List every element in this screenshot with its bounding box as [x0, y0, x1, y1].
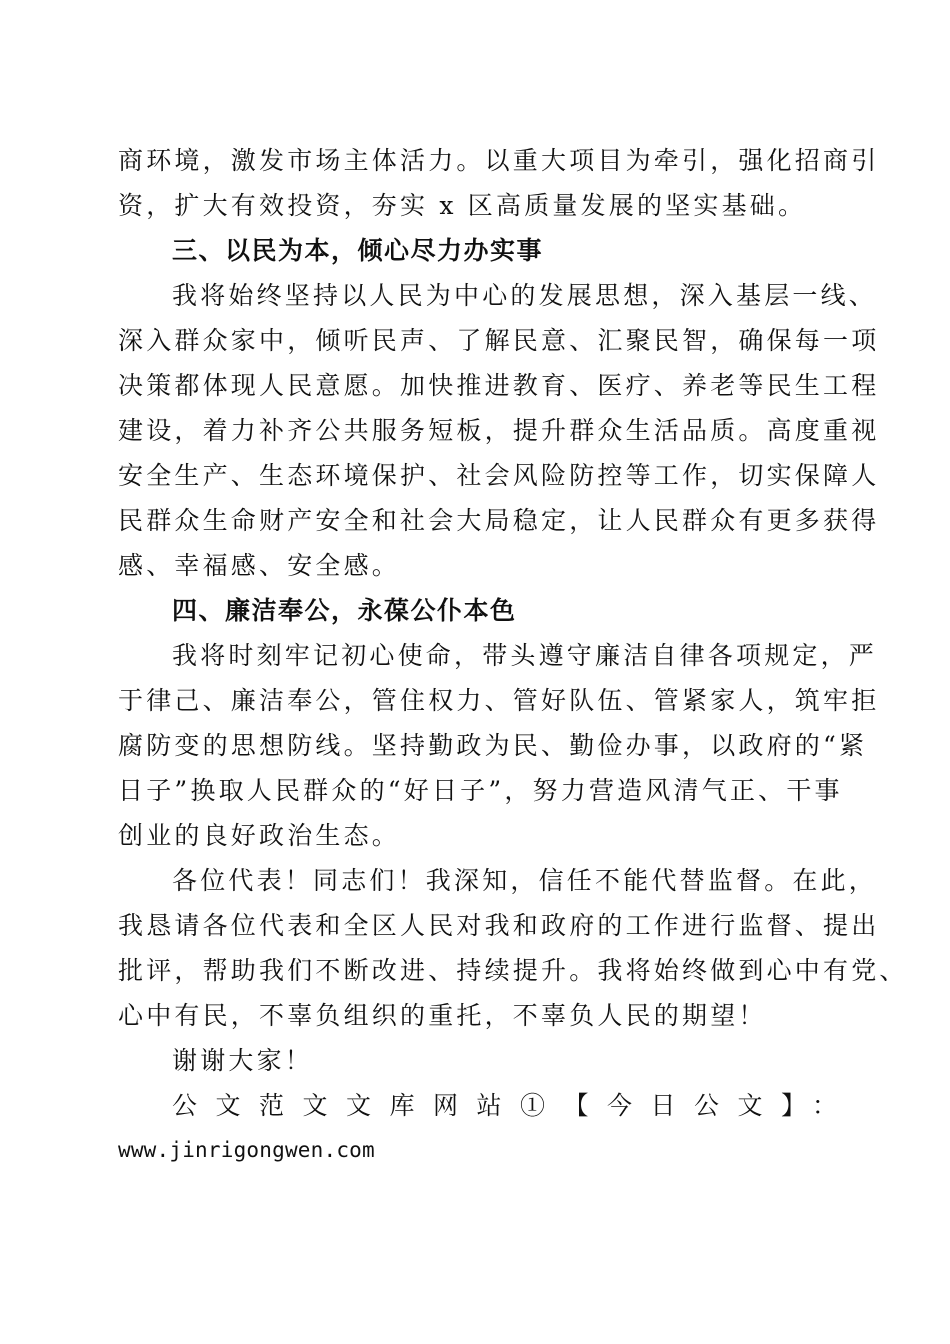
body-text-line: 腐防变的思想防线。坚持勤政为民、勤俭办事，以政府的“紧 — [118, 731, 868, 760]
body-text-line: 建设，着力补齐公共服务短板，提升群众生活品质。高度重视 — [118, 416, 880, 445]
body-text-line: 感、幸福感、安全感。 — [118, 551, 401, 580]
body-text-line: 商环境，激发市场主体活力。以重大项目为牵引，强化招商引 — [118, 146, 880, 175]
body-text-line: 我将始终坚持以人民为中心的发展思想，深入基层一线、 — [172, 281, 878, 310]
body-text-line: 资，扩大有效投资，夯实 x 区高质量发展的坚实基础。 — [118, 191, 807, 220]
footer-url[interactable]: www.jinrigongwen.com — [118, 1138, 375, 1162]
body-text-line: 创业的良好政治生态。 — [118, 821, 401, 850]
section-4-heading: 四、廉洁奉公，永葆公仆本色 — [172, 596, 517, 625]
body-text-line: 我恳请各位代表和全区人民对我和政府的工作进行监督、提出 — [118, 911, 880, 940]
body-text-line: 心中有民，不辜负组织的重托，不辜负人民的期望！ — [118, 1001, 767, 1030]
body-text-line: 民群众生命财产安全和社会大局稳定，让人民群众有更多获得 — [118, 506, 880, 535]
body-text-line: 于律己、廉洁奉公，管住权力、管好队伍、管紧家人，筑牢拒 — [118, 686, 880, 715]
body-text-line: 各位代表！同志们！我深知，信任不能代替监督。在此， — [172, 866, 878, 895]
body-text-line: 决策都体现人民意愿。加快推进教育、医疗、养老等民生工程 — [118, 371, 880, 400]
body-text-line: 安全生产、生态环境保护、社会风险防控等工作，切实保障人 — [118, 461, 880, 490]
thanks-line: 谢谢大家！ — [172, 1046, 314, 1075]
body-text-line: 批评，帮助我们不断改进、持续提升。我将始终做到心中有党、 — [118, 956, 908, 985]
footer-label: 公文范文文库网站①【今日公文】： — [172, 1091, 856, 1120]
body-text-line: 深入群众家中，倾听民声、了解民意、汇聚民智，确保每一项 — [118, 326, 880, 355]
body-text-line: 我将时刻牢记初心使命，带头遵守廉洁自律各项规定，严 — [172, 641, 878, 670]
document-page — [118, 138, 908, 1173]
body-text-line: 日子”换取人民群众的“好日子”，努力营造风清气正、干事 — [118, 776, 843, 805]
section-3-heading: 三、以民为本，倾心尽力办实事 — [172, 236, 544, 265]
